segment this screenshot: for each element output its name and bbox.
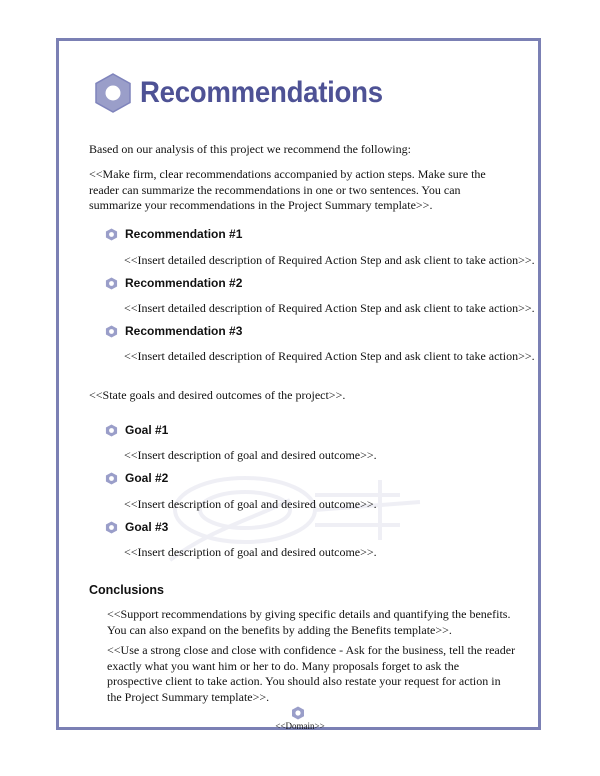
recommendation-1 — [105, 227, 242, 241]
hexagon-footer-icon — [291, 706, 305, 720]
recommendation-label: Recommendation #1 — [125, 227, 243, 241]
recommendation-description: <<Insert detailed description of Required Action Step and ask client to take action>>. — [124, 253, 535, 267]
goal-2 — [105, 471, 168, 485]
goal-label: Goal #2 — [125, 471, 169, 485]
goal-description: <<Insert description of goal and desired outcome>>. — [124, 545, 377, 559]
hexagon-bullet-icon — [105, 472, 118, 485]
goals-intro: <<State goals and desired outcomes of the project>>. — [89, 388, 346, 402]
title-block — [92, 72, 404, 114]
goal-description: <<Insert description of goal and desired outcome>>. — [124, 497, 377, 511]
goal-label: Goal #3 — [125, 520, 169, 534]
goal-description: <<Insert description of goal and desired outcome>>. — [124, 448, 377, 462]
goal-label: Goal #1 — [125, 423, 169, 437]
hexagon-bullet-icon — [105, 277, 118, 290]
conclusions-heading: Conclusions — [89, 583, 165, 597]
hexagon-bullet-icon — [105, 521, 118, 534]
intro-paragraph: Based on our analysis of this project we recommend the following: — [89, 142, 411, 156]
conclusions-paragraph-2: <<Use a strong close and close with confidence - Ask for the business, tell the reader exactly what you want him or her to do. Many proposals forget to ask the prospective client to take action. You should also restate your request for action in the Project Summary template>>. — [107, 643, 516, 704]
hexagon-bullet-icon — [105, 424, 118, 437]
instructions-paragraph: <<Make firm, clear recommendations accompanied by action steps. Make sure the reader can summarize the recommendations in one or two sentences. You can summarize your recommendations in the Project Summary template>>. — [89, 167, 486, 212]
hexagon-bullet-icon — [105, 325, 118, 338]
recommendation-description: <<Insert detailed description of Required Action Step and ask client to take action>>. — [124, 349, 535, 363]
recommendation-2 — [105, 276, 242, 290]
goal-3 — [105, 520, 168, 534]
goal-1 — [105, 423, 168, 437]
recommendation-label: Recommendation #2 — [125, 276, 243, 290]
recommendation-3 — [105, 324, 242, 338]
page-title: Recommendations — [140, 76, 383, 109]
hexagon-logo-icon — [92, 72, 134, 114]
recommendation-description: <<Insert detailed description of Required Action Step and ask client to take action>>. — [124, 301, 535, 315]
footer-domain: <<Domain>> — [275, 721, 325, 731]
recommendation-label: Recommendation #3 — [125, 324, 243, 338]
conclusions-paragraph-1: <<Support recommendations by giving specific details and quantifying the benefits. You can also expand on the benefits by adding the Benefits template>>. — [107, 607, 511, 637]
hexagon-bullet-icon — [105, 228, 118, 241]
